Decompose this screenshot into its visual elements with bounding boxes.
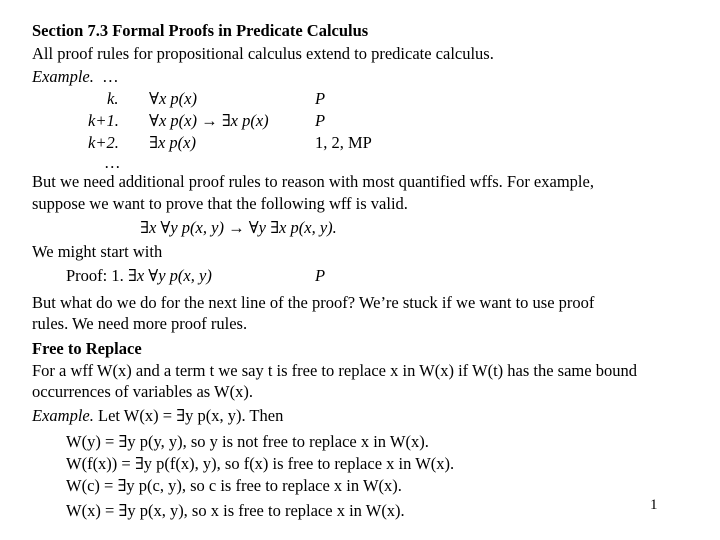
definition-line: occurrences of variables as W(x). bbox=[32, 382, 253, 401]
example-label: Example. bbox=[32, 406, 94, 425]
intro-text: All proof rules for propositional calculus extend to predicate calculus. bbox=[32, 44, 494, 63]
proof-line-reason: 1, 2, MP bbox=[315, 133, 372, 152]
section-title: Section 7.3 Formal Proofs in Predicate Calculus bbox=[32, 21, 369, 40]
example-text: Let W(x) = ∃y p(x, y). Then bbox=[97, 406, 284, 425]
proof-line-number: k. bbox=[107, 89, 119, 108]
paragraph-line: suppose we want to prove that the following wff is valid. bbox=[32, 194, 408, 213]
paragraph-line: But what do we do for the next line of the proof? We’re stuck if we want to use proof bbox=[32, 293, 595, 312]
proof-start-line bbox=[66, 266, 212, 286]
proof-line-wff: ∃x p(x) bbox=[149, 133, 196, 152]
definition-line: For a wff W(x) and a term t we say t is free to replace x in W(x) if W(t) has the same bound bbox=[32, 361, 637, 380]
ellipsis: … bbox=[102, 67, 119, 86]
proof-line-number: k+2. bbox=[88, 133, 119, 152]
section-heading: Free to Replace bbox=[32, 339, 142, 358]
example-2-header bbox=[32, 406, 283, 426]
example-line: W(c) = ∃y p(c, y), so c is free to replace x in W(x). bbox=[66, 476, 402, 495]
paragraph-line: rules. We need more proof rules. bbox=[32, 314, 248, 333]
proof-line-reason: P bbox=[315, 89, 326, 108]
paragraph-line: We might start with bbox=[32, 242, 163, 261]
paragraph-line: But we need additional proof rules to reason with most quantified wffs. For example, bbox=[32, 172, 594, 191]
proof-prefix: Proof: 1. bbox=[66, 266, 124, 285]
page-number: 1 bbox=[650, 497, 658, 513]
example-line: W(x) = ∃y p(x, y), so x is free to replace x in W(x). bbox=[66, 501, 405, 520]
proof-line-reason: P bbox=[315, 266, 326, 285]
proof-line-number: k+1. bbox=[88, 111, 119, 130]
ellipsis: … bbox=[104, 153, 121, 172]
example-1-header bbox=[32, 67, 119, 87]
example-line: W(y) = ∃y p(y, y), so y is not free to replace x in W(x). bbox=[66, 432, 429, 451]
example-line: W(f(x)) = ∃y p(f(x), y), so f(x) is free to replace x in W(x). bbox=[66, 454, 455, 473]
proof-line-wff: ∀x p(x) → ∃x p(x) bbox=[149, 111, 269, 130]
proof-line-wff: ∃x ∀y p(x, y) bbox=[127, 266, 212, 285]
target-formula: ∃x ∀y p(x, y) → ∀y ∃x p(x, y). bbox=[140, 218, 337, 237]
proof-line-reason: P bbox=[315, 111, 326, 130]
example-label: Example. bbox=[32, 67, 94, 86]
proof-line-wff: ∀x p(x) bbox=[149, 89, 197, 108]
